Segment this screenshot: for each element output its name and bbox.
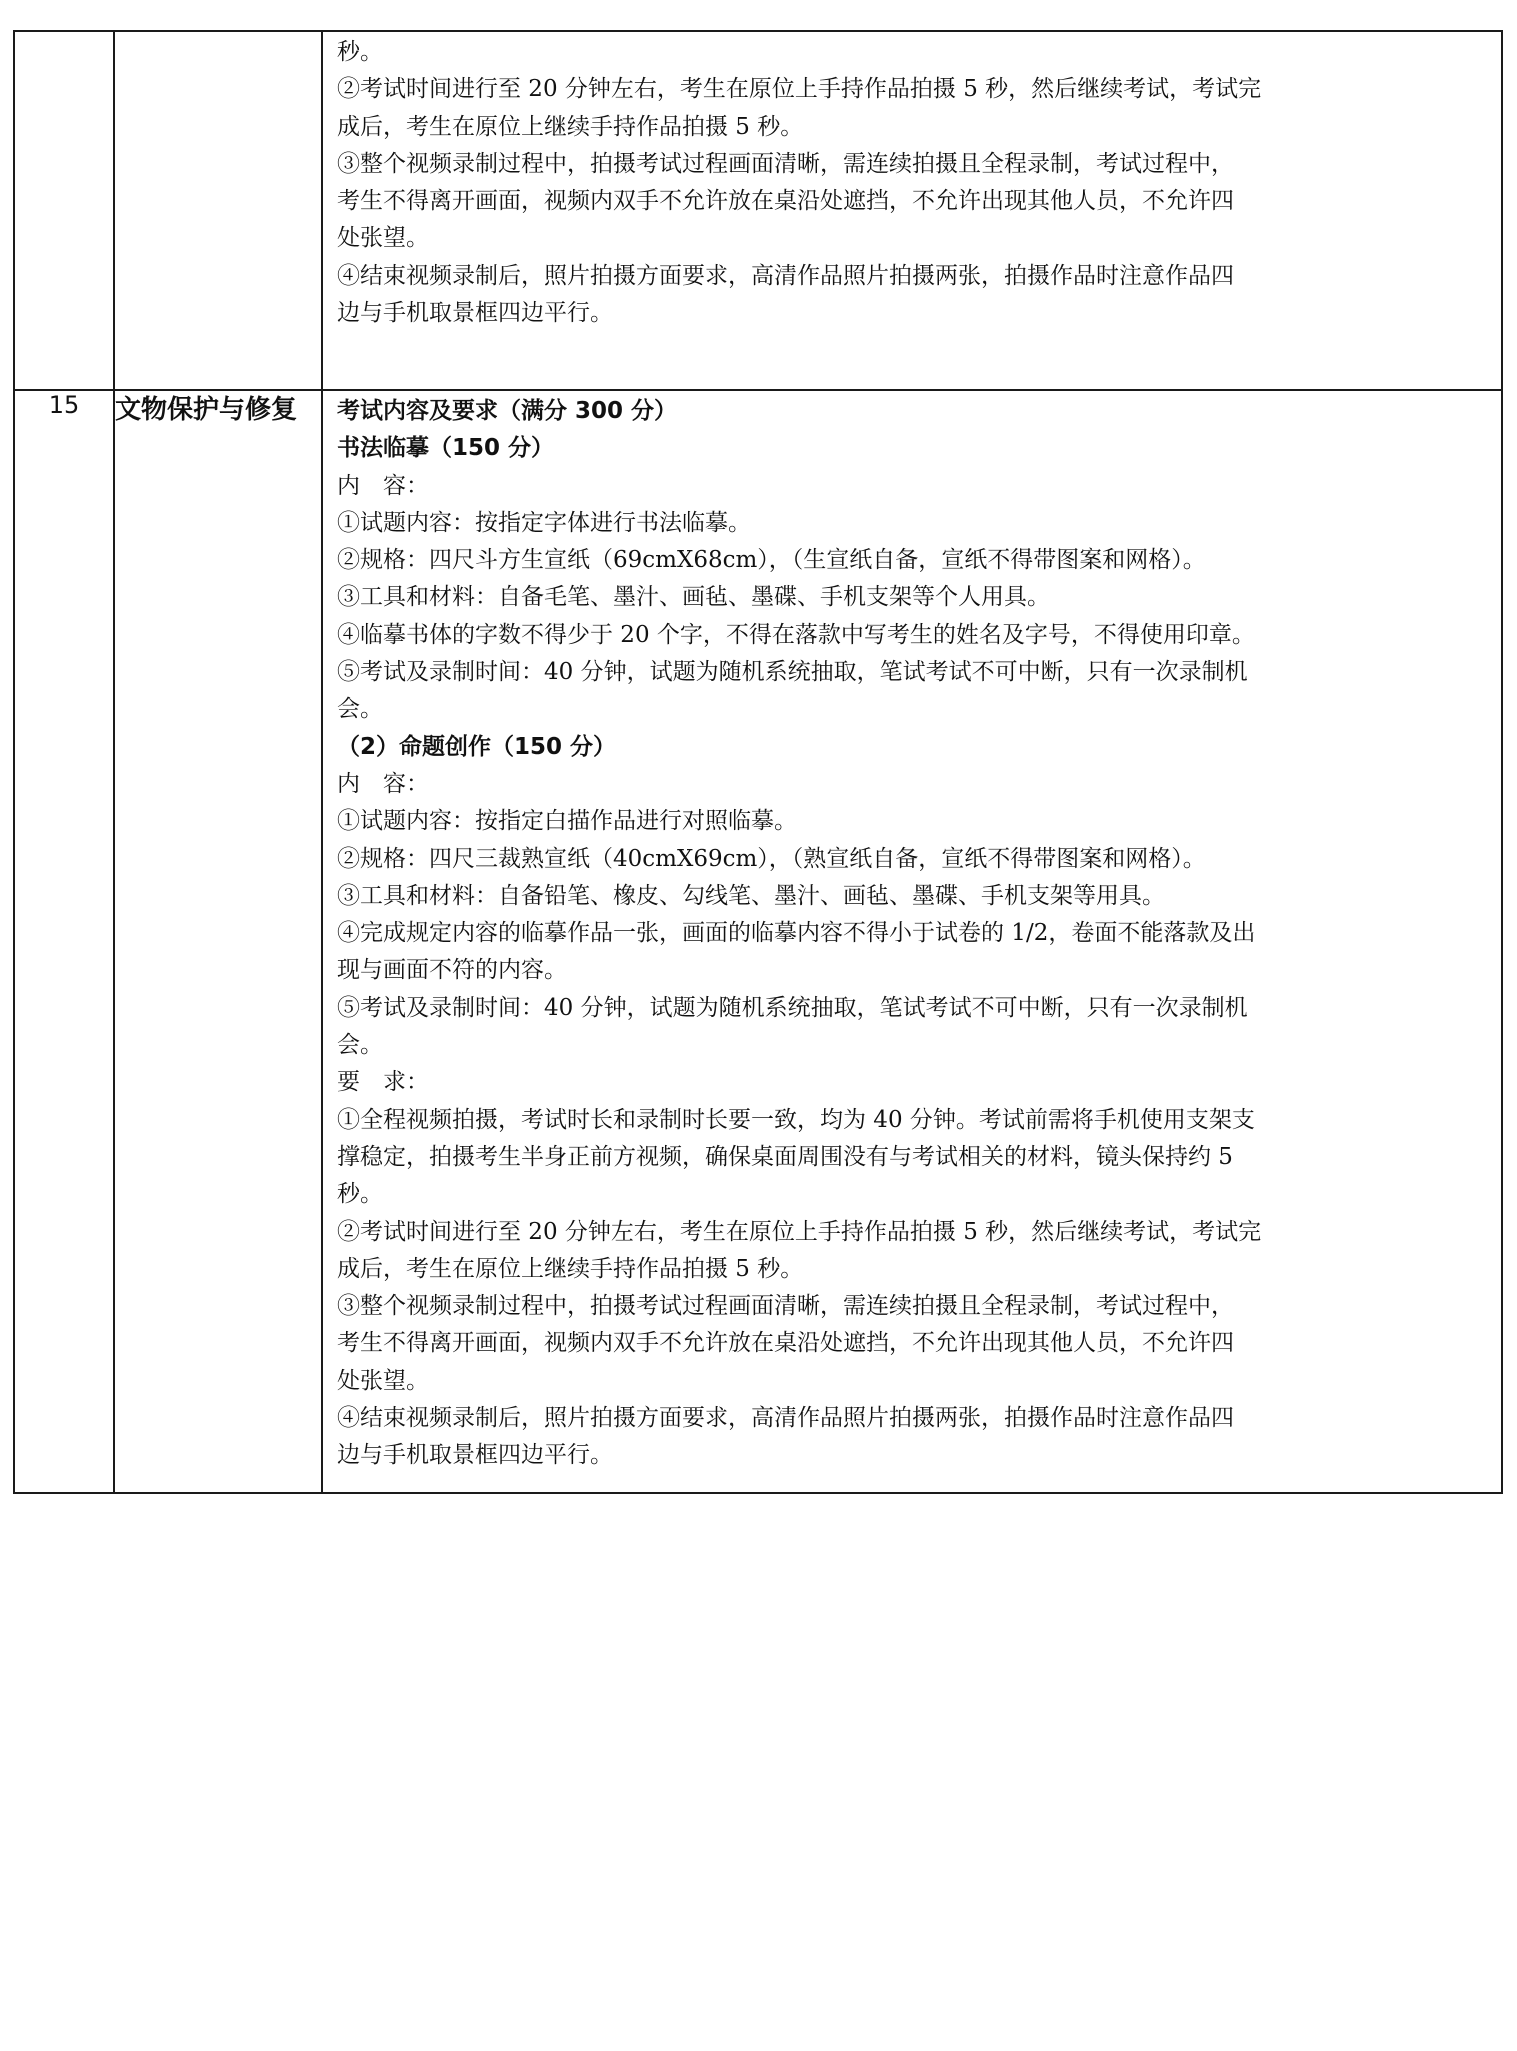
section-heading: 考试内容及要求（满分 300 分） [337,398,678,424]
content-cell [322,31,1502,390]
text-line: 边与手机取景框四边平行。 [337,300,613,327]
text-line: 秒。 [337,39,383,65]
text-line: ①试题内容：按指定字体进行书法临摹。 [337,509,751,536]
text-line: 处张望。 [337,1367,429,1394]
table-row-continued [14,31,1502,390]
text-line: 内 容： [337,472,429,499]
text-line: 考生不得离开画面，视频内双手不允许放在桌沿处遮挡，不允许出现其他人员，不允许四 [337,188,1234,215]
text-line: 成后，考生在原位上继续手持作品拍摄 5 秒。 [337,113,804,140]
text-line: 会。 [337,1032,383,1059]
text-line: 边与手机取景框四边平行。 [337,1442,613,1469]
text-line: ⑤考试及录制时间：40 分钟，试题为随机系统抽取，笔试考试不可中断，只有一次录制机 [337,994,1248,1021]
subject-cell [114,31,322,390]
text-line: 成后，考生在原位上继续手持作品拍摄 5 秒。 [337,1255,804,1282]
text-line: 处张望。 [337,225,429,252]
row-number-cell [14,31,114,390]
text-line: ③工具和材料：自备毛笔、墨汁、画毡、墨碟、手机支架等个人用具。 [337,584,1050,611]
text-line: ①全程视频拍摄，考试时长和录制时长要一致，均为 40 分钟。考试前需将手机使用支架支 [337,1106,1255,1133]
text-line: ⑤考试及录制时间：40 分钟，试题为随机系统抽取，笔试考试不可中断，只有一次录制机 [337,659,1248,686]
content-lines [323,32,1501,338]
text-line: ②规格：四尺三裁熟宣纸（40cmX69cm），（熟宣纸自备，宣纸不得带图案和网格）。 [337,845,1206,872]
text-line: 撑稳定，拍摄考生半身正前方视频，确保桌面周围没有与考试相关的材料，镜头保持约 5 [337,1143,1233,1170]
text-line: ④结束视频录制后，照片拍摄方面要求，高清作品照片拍摄两张，拍摄作品时注意作品四 [337,262,1234,289]
content-cell [322,390,1502,1493]
text-line: 考生不得离开画面，视频内双手不允许放在桌沿处遮挡，不允许出现其他人员，不允许四 [337,1330,1234,1357]
text-line: ④临摹书体的字数不得少于 20 个字，不得在落款中写考生的姓名及字号，不得使用印章。 [337,621,1255,648]
text-line: ④完成规定内容的临摹作品一张，画面的临摹内容不得小于试卷的 1/2，卷面不能落款及出 [337,920,1256,947]
text-line: ③工具和材料：自备铅笔、橡皮、勾线笔、墨汁、画毡、墨碟、手机支架等用具。 [337,882,1165,909]
text-line: ③整个视频录制过程中，拍摄考试过程画面清晰，需连续拍摄且全程录制，考试过程中， [337,1293,1234,1320]
section-heading: 书法临摹（150 分） [337,435,555,462]
text-line: ①试题内容：按指定白描作品进行对照临摹。 [337,808,797,835]
text-line: ③整个视频录制过程中，拍摄考试过程画面清晰，需连续拍摄且全程录制，考试过程中， [337,150,1234,177]
text-line: 要 求： [337,1069,429,1096]
text-line: 秒。 [337,1181,383,1208]
text-line: ②考试时间进行至 20 分钟左右，考生在原位上手持作品拍摄 5 秒，然后继续考试，考试完 [337,76,1262,103]
requirements-table [13,30,1503,1494]
content-lines [323,391,1501,1481]
text-line: ②考试时间进行至 20 分钟左右，考生在原位上手持作品拍摄 5 秒，然后继续考试，考试完 [337,1218,1262,1245]
table-row-15 [14,390,1502,1493]
text-line: 会。 [337,696,383,723]
section-heading: （2）命题创作（150 分） [337,733,617,760]
row-number-cell: 15 [14,390,114,1493]
text-line: 内 容： [337,770,429,797]
text-line: ②规格：四尺斗方生宣纸（69cmX68cm），（生宣纸自备，宣纸不得带图案和网格）。 [337,547,1206,574]
text-line: ④结束视频录制后，照片拍摄方面要求，高清作品照片拍摄两张，拍摄作品时注意作品四 [337,1405,1234,1432]
text-line: 现与画面不符的内容。 [337,957,567,984]
subject-cell: 文物保护与修复 [114,390,322,1493]
